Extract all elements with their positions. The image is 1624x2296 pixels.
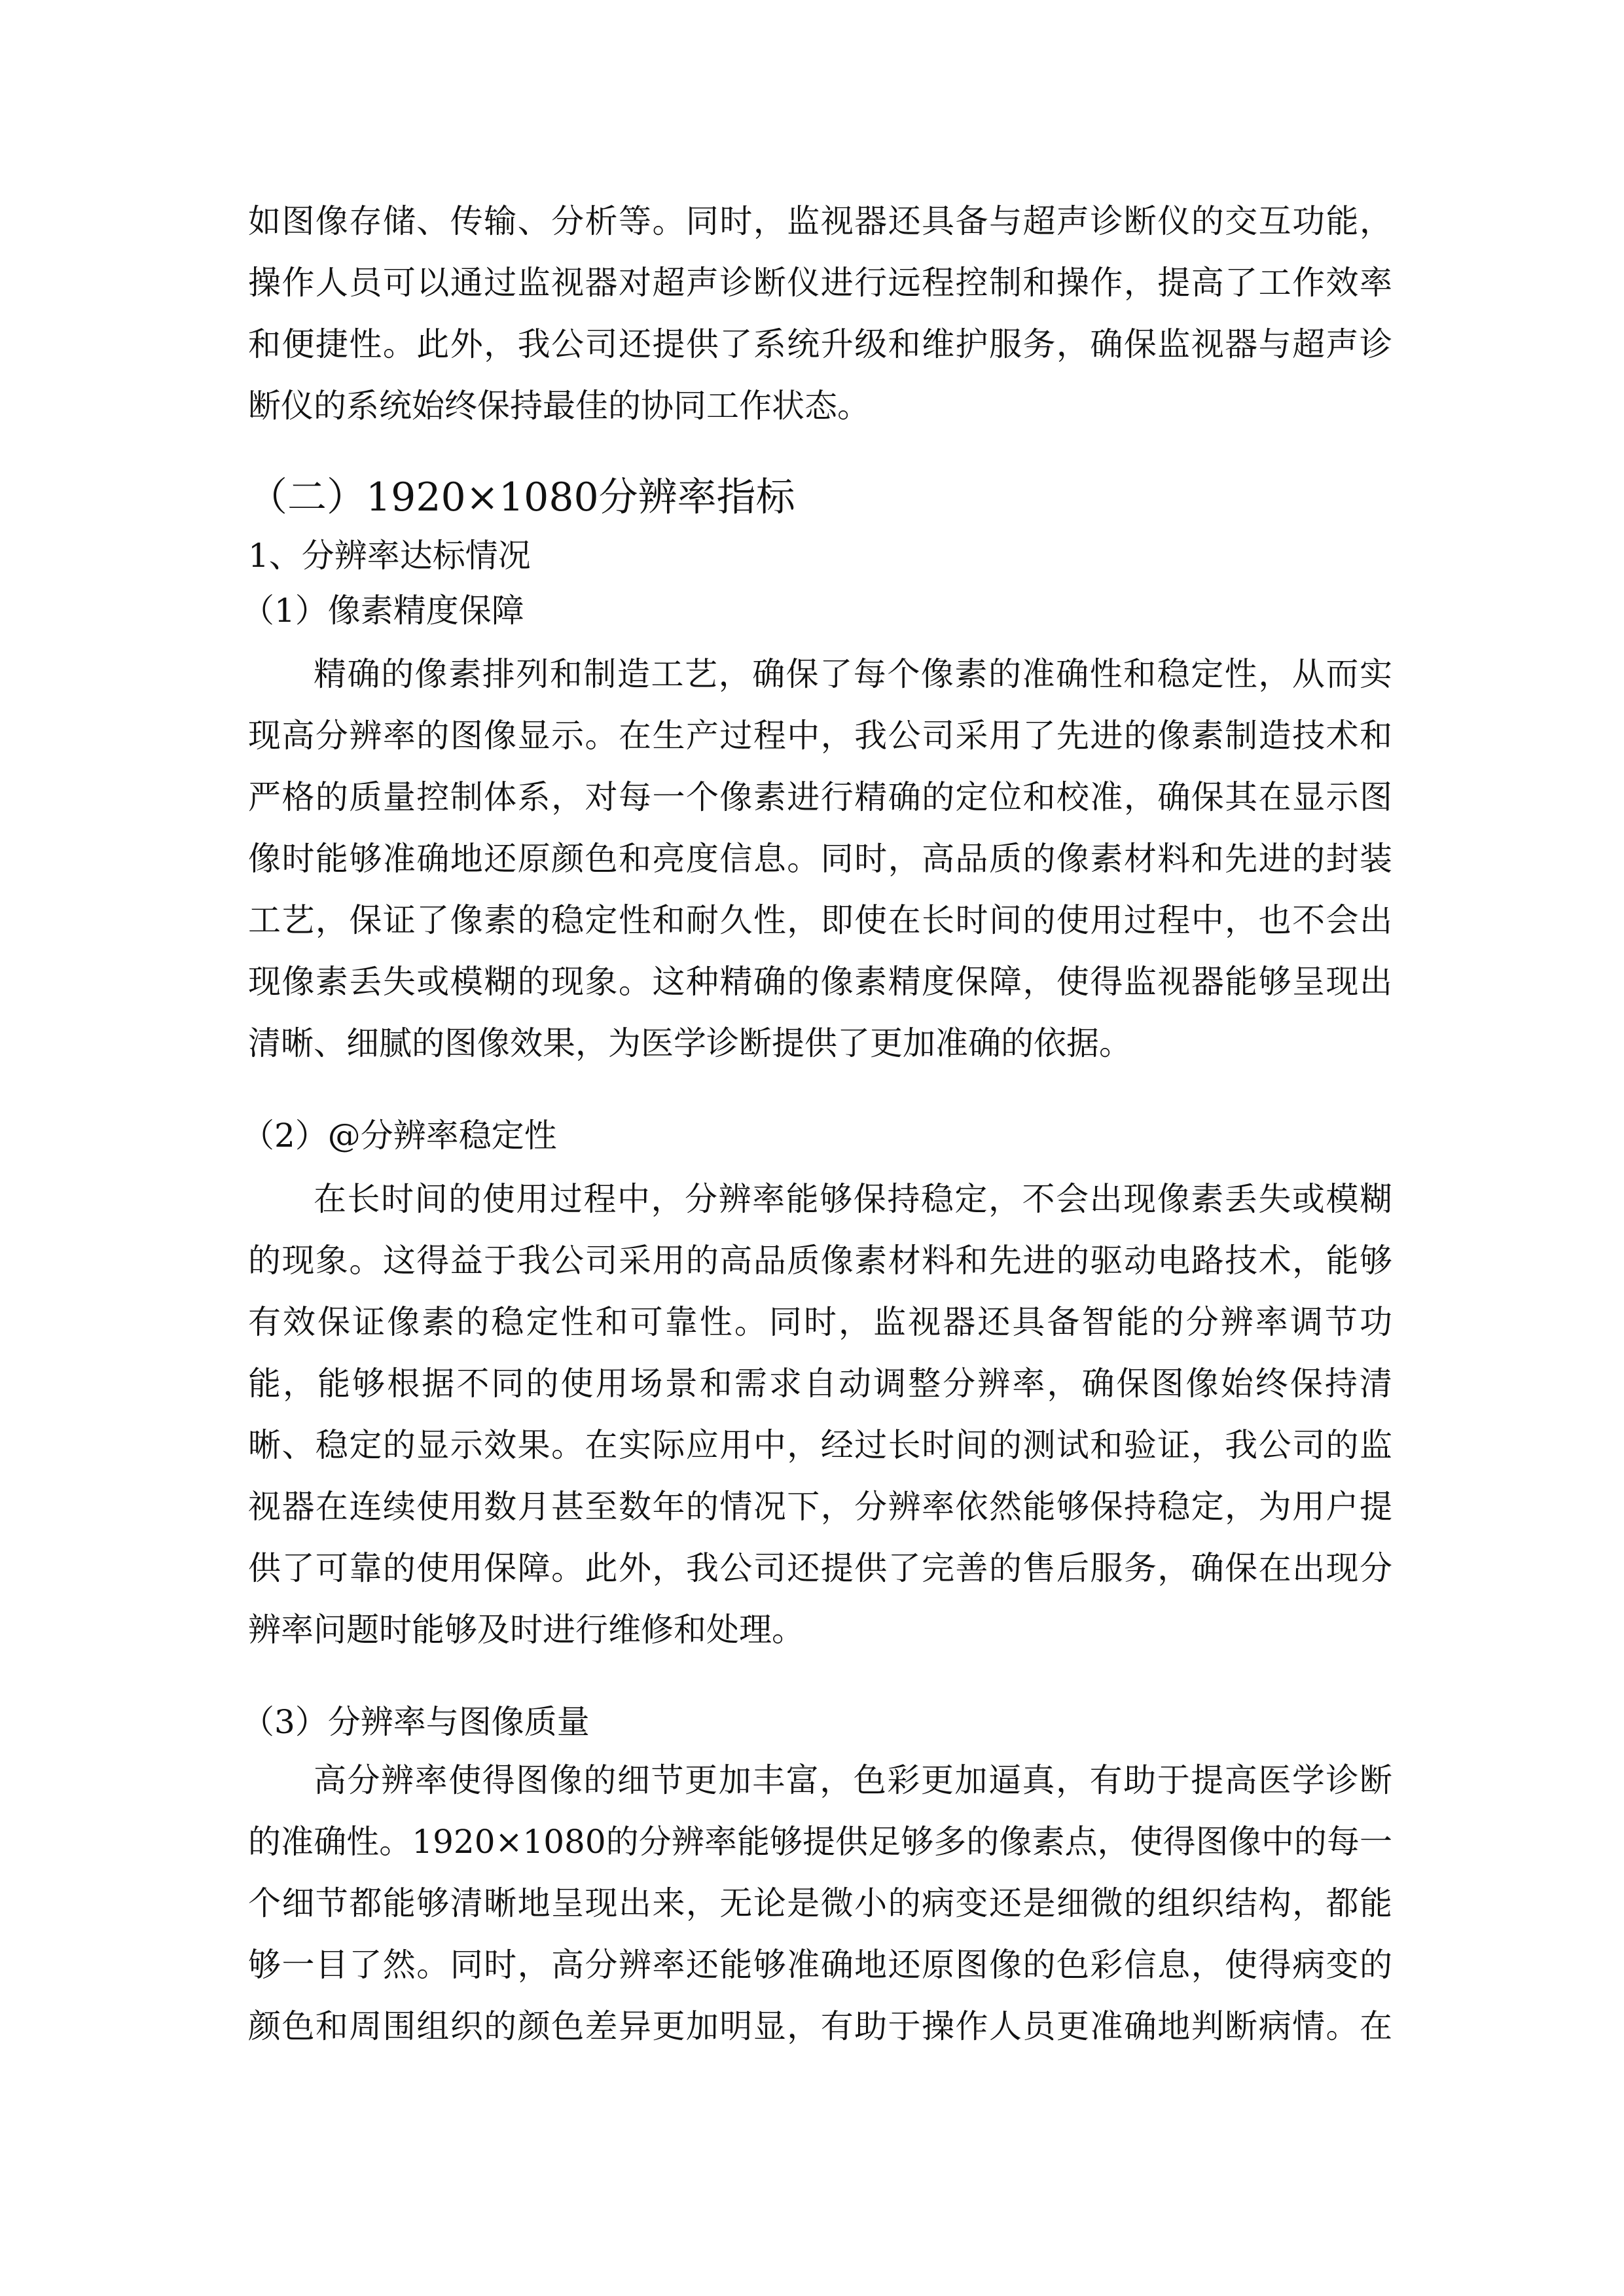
text-line: 和便捷性。此外，我公司还提供了系统升级和维护服务，确保监视器与超声诊	[248, 325, 1392, 363]
item-heading-pixel-precision: （1）像素精度保障	[242, 592, 524, 630]
text-line: 断仪的系统始终保持最佳的协同工作状态。	[248, 387, 870, 425]
text-line: 供了可靠的使用保障。此外，我公司还提供了完善的售后服务，确保在出现分	[248, 1549, 1392, 1587]
section-heading: （二）1920×1080分辨率指标	[248, 475, 795, 520]
text-line: 的准确性。1920×1080的分辨率能够提供足够多的像素点，使得图像中的每一	[248, 1823, 1392, 1861]
text-line: 视器在连续使用数月甚至数年的情况下，分辨率依然能够保持稳定，为用户提	[248, 1488, 1392, 1526]
text-line: 严格的质量控制体系，对每一个像素进行精确的定位和校准，确保其在显示图	[248, 778, 1392, 816]
item-heading-resolution-stability: （2）@分辨率稳定性	[242, 1117, 557, 1155]
text-line: 现高分辨率的图像显示。在生产过程中，我公司采用了先进的像素制造技术和	[248, 717, 1392, 755]
text-line: 有效保证像素的稳定性和可靠性。同时，监视器还具备智能的分辨率调节功	[248, 1303, 1392, 1341]
text-line: 在长时间的使用过程中，分辨率能够保持稳定，不会出现像素丢失或模糊	[314, 1180, 1392, 1218]
paragraph-resolution-stability	[248, 1168, 1392, 1660]
text-line: 像时能够准确地还原颜色和亮度信息。同时，高品质的像素材料和先进的封装	[248, 840, 1392, 878]
text-line: 高分辨率使得图像的细节更加丰富，色彩更加逼真，有助于提高医学诊断	[314, 1761, 1392, 1799]
text-line: 的现象。这得益于我公司采用的高品质像素材料和先进的驱动电路技术，能够	[248, 1242, 1392, 1280]
text-line: 晰、稳定的显示效果。在实际应用中，经过长时间的测试和验证，我公司的监	[248, 1426, 1392, 1464]
text-line: 够一目了然。同时，高分辨率还能够准确地还原图像的色彩信息，使得病变的	[248, 1946, 1392, 1984]
paragraph-pixel-precision	[248, 643, 1392, 1074]
text-line: 个细节都能够清晰地呈现出来，无论是微小的病变还是细微的组织结构，都能	[248, 1884, 1392, 1922]
text-line: 颜色和周围组织的颜色差异更加明显，有助于操作人员更准确地判断病情。在	[248, 2007, 1392, 2045]
text-line: 清晰、细腻的图像效果，为医学诊断提供了更加准确的依据。	[248, 1024, 1132, 1062]
text-line: 现像素丢失或模糊的现象。这种精确的像素精度保障，使得监视器能够呈现出	[248, 963, 1392, 1001]
text-line: 辨率问题时能够及时进行维修和处理。	[248, 1611, 804, 1649]
text-line: 如图像存储、传输、分析等。同时，监视器还具备与超声诊断仪的交互功能，	[248, 202, 1392, 240]
paragraph-resolution-image-quality	[248, 1749, 1392, 2057]
text-line: 能，能够根据不同的使用场景和需求自动调整分辨率，确保图像始终保持清	[248, 1365, 1392, 1403]
document-page	[242, 190, 1392, 2057]
subsection-heading: 1、分辨率达标情况	[248, 537, 531, 575]
text-line: 工艺，保证了像素的稳定性和耐久性，即使在长时间的使用过程中，也不会出	[248, 901, 1392, 939]
item-heading-resolution-image-quality: （3）分辨率与图像质量	[242, 1703, 590, 1741]
text-line: 操作人员可以通过监视器对超声诊断仪进行远程控制和操作，提高了工作效率	[248, 264, 1392, 302]
continuation-paragraph	[248, 190, 1392, 437]
text-line: 精确的像素排列和制造工艺，确保了每个像素的准确性和稳定性，从而实	[314, 655, 1392, 693]
